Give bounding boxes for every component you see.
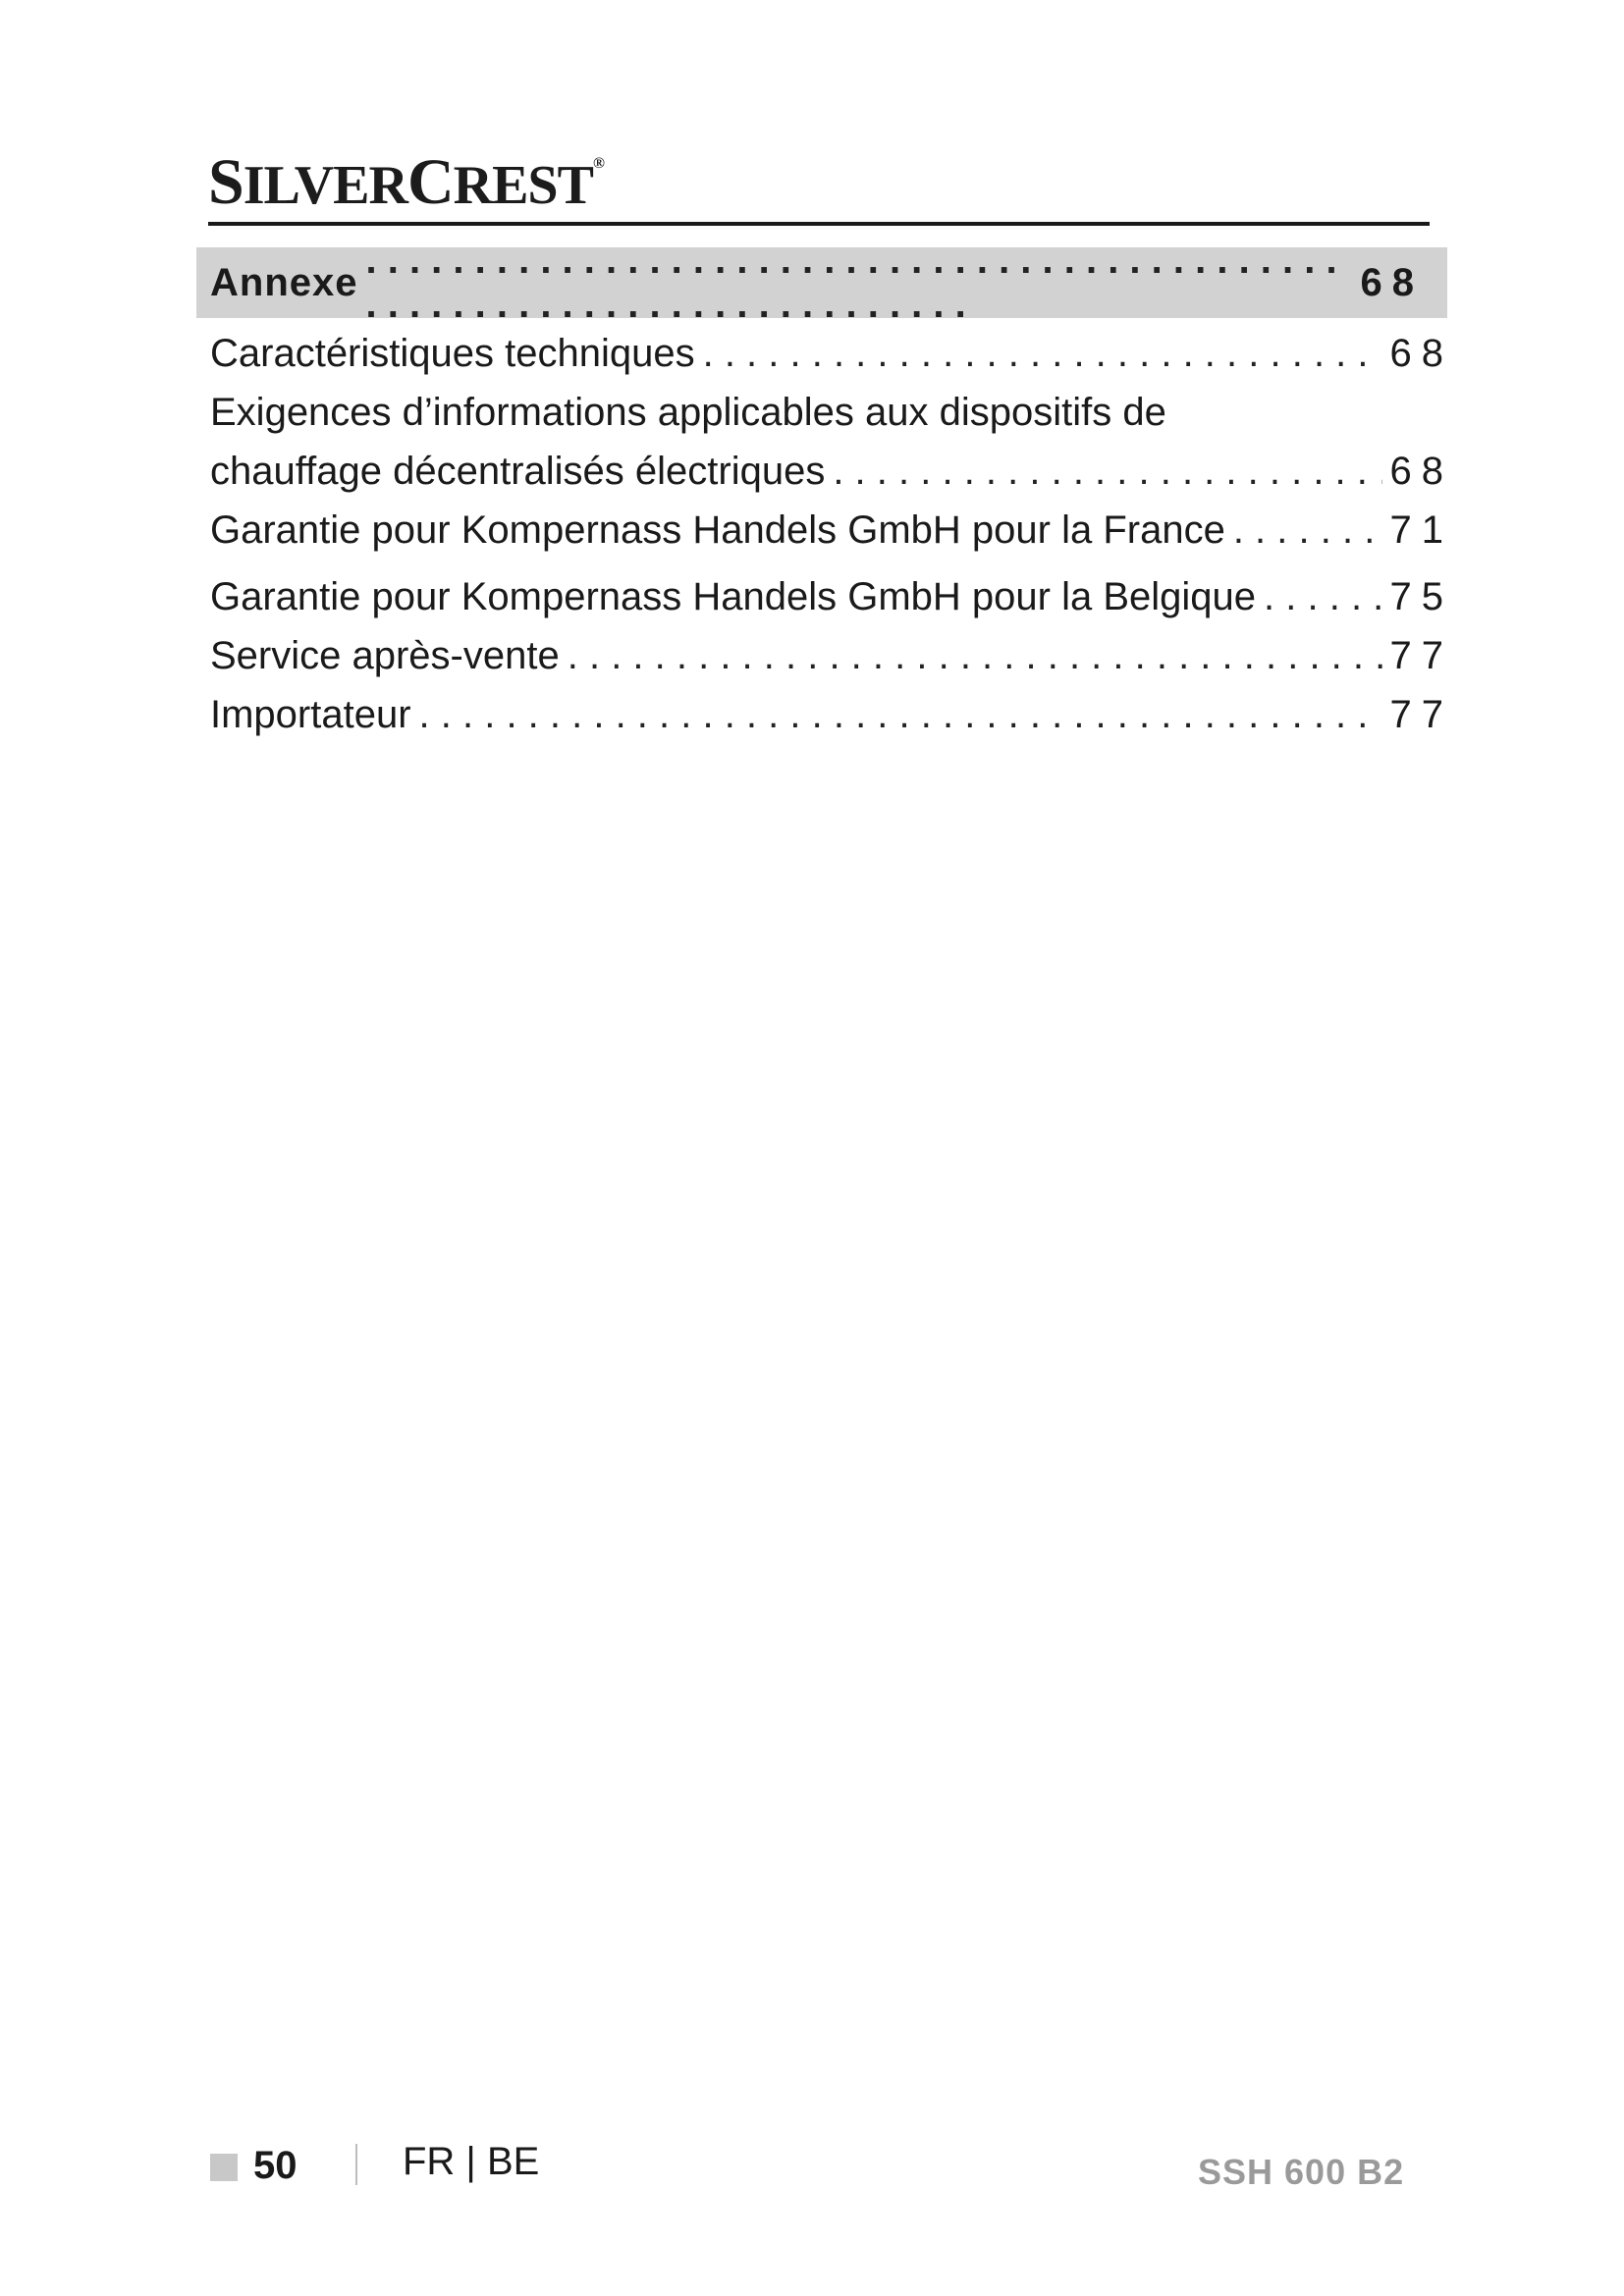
registered-mark: ® (592, 155, 604, 172)
toc-entry[interactable] (210, 383, 1453, 501)
brand-logo: SILVERCREST® (208, 146, 604, 218)
toc-entry-page: 71 (1389, 508, 1453, 552)
page-number: 50 (253, 2144, 298, 2187)
leader-dots (568, 626, 1382, 685)
toc-entry-label-line1: Exigences d’informations applicables aux dispositifs de (210, 391, 1166, 434)
toc-entry-page: 68 (1389, 332, 1453, 375)
toc-entry[interactable] (210, 685, 1453, 744)
toc-entry-label: Importateur (210, 693, 411, 736)
footer-marker-square (210, 2154, 238, 2181)
toc-entry-label: Service après-vente (210, 634, 560, 677)
toc-section-label: Annexe (210, 260, 358, 304)
toc-section-page: 68 (1360, 260, 1424, 304)
footer-divider (355, 2144, 357, 2185)
toc-entry[interactable] (210, 324, 1453, 383)
leader-dots (703, 324, 1382, 383)
toc-entry-label: Caractéristiques techniques (210, 332, 695, 375)
leader-dots (833, 442, 1381, 501)
toc-list (210, 324, 1453, 744)
model-number: SSH 600 B2 (1198, 2152, 1405, 2192)
toc-entry-page: 68 (1389, 450, 1453, 493)
leader-dots (1264, 567, 1381, 626)
leader-dots (366, 239, 1353, 327)
language-codes: FR | BE (403, 2140, 540, 2183)
toc-entry-page: 75 (1389, 575, 1453, 618)
toc-entry[interactable] (210, 567, 1453, 626)
toc-entry-label: Garantie pour Kompernass Handels GmbH pour la France (210, 508, 1225, 552)
leader-dots (1233, 501, 1382, 560)
toc-entry-page: 77 (1389, 693, 1453, 736)
toc-entry[interactable] (210, 626, 1453, 685)
header-rule (208, 222, 1430, 226)
toc-entry-label: chauffage décentralisés électriques (210, 450, 826, 493)
leader-dots (419, 685, 1382, 744)
toc-entry-page: 77 (1389, 634, 1453, 677)
page-footer (0, 2140, 1624, 2199)
toc-section-heading[interactable] (196, 247, 1447, 318)
toc-entry[interactable] (210, 501, 1453, 560)
toc-entry-label: Garantie pour Kompernass Handels GmbH pour la Belgique (210, 575, 1257, 618)
